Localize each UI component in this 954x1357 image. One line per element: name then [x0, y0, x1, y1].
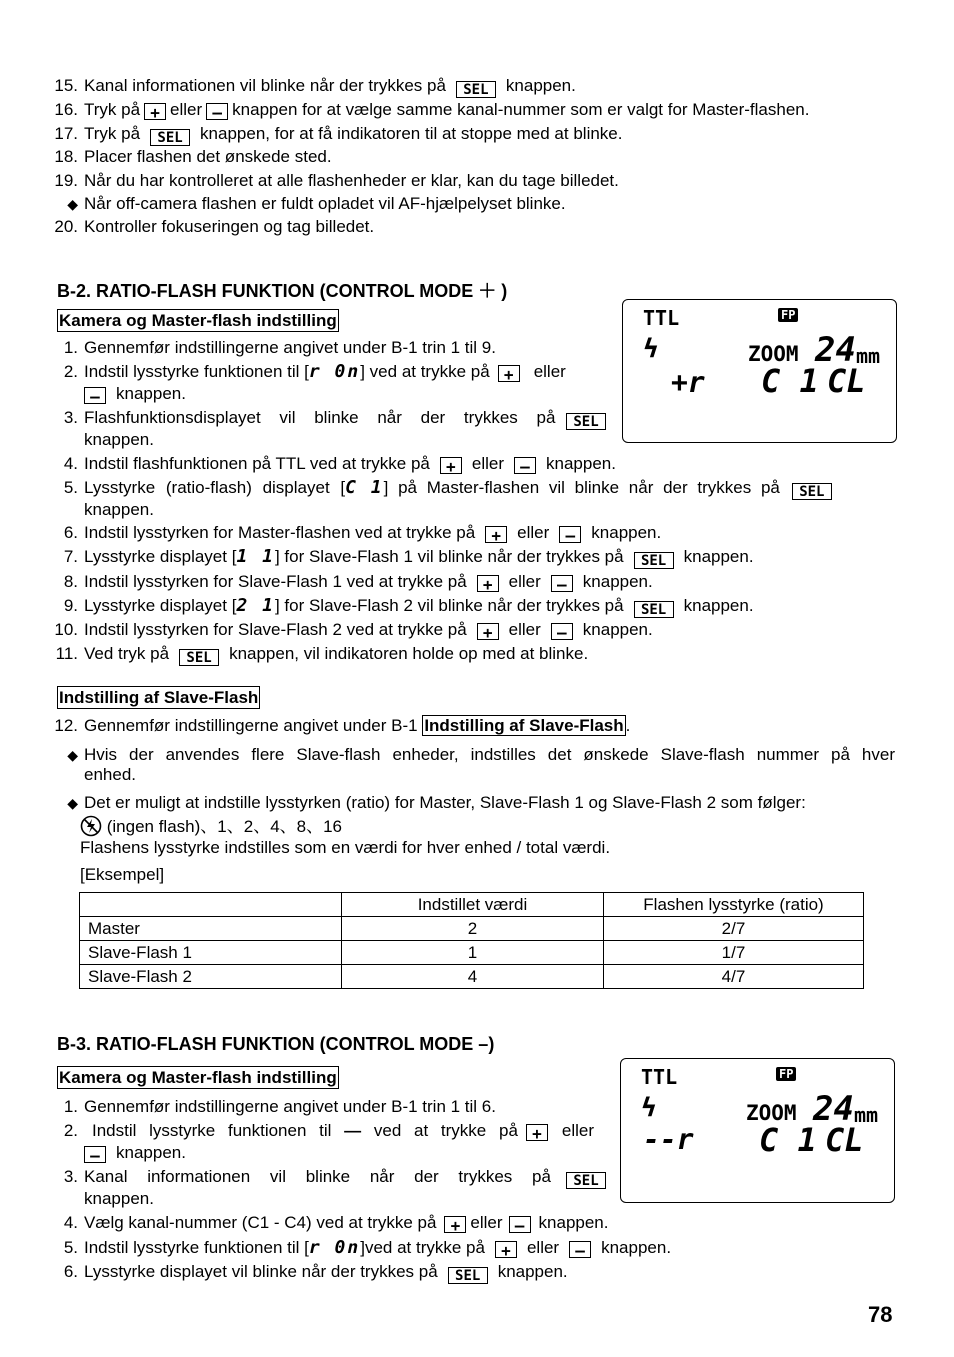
lcd-cl: CL: [825, 1121, 864, 1159]
lcd-ttl: TTL: [641, 1065, 678, 1089]
no-flash-icon: [80, 815, 102, 837]
plus-key: +: [444, 1216, 466, 1233]
sel-key: SEL: [179, 649, 219, 666]
dash-symbol: —: [344, 1121, 362, 1140]
table-row: Slave-Flash 2 4 4/7: [80, 965, 864, 989]
lcd-display-b3: [620, 1058, 895, 1203]
lcd-zoom-value: 24: [815, 330, 856, 370]
sel-key: SEL: [566, 1172, 606, 1189]
lcd-cl: CL: [827, 362, 866, 400]
box-title-slave: Indstilling af Slave-Flash: [59, 688, 259, 707]
minus-key: –: [509, 1216, 531, 1233]
plus-key: +: [477, 575, 499, 592]
minus-key: –: [551, 575, 573, 592]
plus-key: +: [485, 526, 507, 543]
lcd-zoom: ZOOM: [746, 1101, 797, 1125]
sel-key: SEL: [448, 1267, 488, 1284]
plus-key: +: [440, 457, 462, 474]
plus-key: +: [477, 623, 499, 640]
minus-key: –: [559, 526, 581, 543]
minus-key: –: [84, 387, 106, 404]
segment-r-on: r 0n: [308, 1237, 361, 1258]
page-number: 78: [868, 1302, 893, 1327]
lcd-fp: FP: [778, 308, 798, 322]
lcd-zoom-value: 24: [813, 1089, 854, 1129]
sel-key: SEL: [150, 129, 190, 146]
plus-key: +: [144, 103, 166, 120]
plus-key: +: [495, 1241, 517, 1258]
sel-key: SEL: [456, 81, 496, 98]
lcd-mm: mm: [856, 344, 881, 368]
flash-bolt-icon: ϟ: [643, 334, 659, 364]
table-row: Slave-Flash 1 1 1/7: [80, 941, 864, 965]
table-header-row: Indstillet værdi Flashen lysstyrke (ratio): [80, 893, 864, 917]
plus-key: +: [498, 365, 520, 382]
lcd-channel: C 1: [759, 1121, 817, 1159]
lcd-ttl: TTL: [643, 306, 680, 330]
sel-key: SEL: [634, 552, 674, 569]
segment-2-1: 2 1: [236, 595, 275, 616]
lcd-mode: +r: [671, 366, 705, 399]
section-heading-b2: B-2. RATIO-FLASH FUNKTION (CONTROL MODE ＋ ): [57, 281, 508, 301]
plus-key: +: [526, 1124, 548, 1141]
lcd-fp: FP: [776, 1067, 796, 1081]
lcd-mm: mm: [854, 1103, 879, 1127]
minus-key: –: [84, 1146, 106, 1163]
example-table: [79, 892, 864, 989]
lcd-zoom: ZOOM: [748, 342, 799, 366]
minus-key: –: [514, 457, 536, 474]
flash-bolt-icon: ϟ: [641, 1093, 657, 1123]
lcd-display-b2: [622, 299, 897, 443]
section-heading-b3: B-3. RATIO-FLASH FUNKTION (CONTROL MODE –): [57, 1034, 495, 1054]
minus-key: –: [206, 103, 228, 120]
sel-key: SEL: [792, 483, 832, 500]
segment-c1: C 1: [345, 477, 384, 498]
sel-key: SEL: [634, 601, 674, 618]
sel-key: SEL: [566, 413, 606, 430]
box-title-master-b3: Kamera og Master-flash indstilling: [59, 1068, 337, 1087]
table-row: Master 2 2/7: [80, 917, 864, 941]
minus-key: –: [569, 1241, 591, 1258]
lcd-channel: C 1: [761, 362, 819, 400]
lcd-mode: --r: [643, 1123, 694, 1156]
box-title-master: Kamera og Master-flash indstilling: [59, 311, 337, 330]
minus-key: –: [551, 623, 573, 640]
segment-r-on: r 0n: [308, 361, 361, 382]
inline-ref-box: Indstilling af Slave-Flash: [424, 716, 624, 735]
segment-1-1: 1 1: [236, 546, 275, 567]
